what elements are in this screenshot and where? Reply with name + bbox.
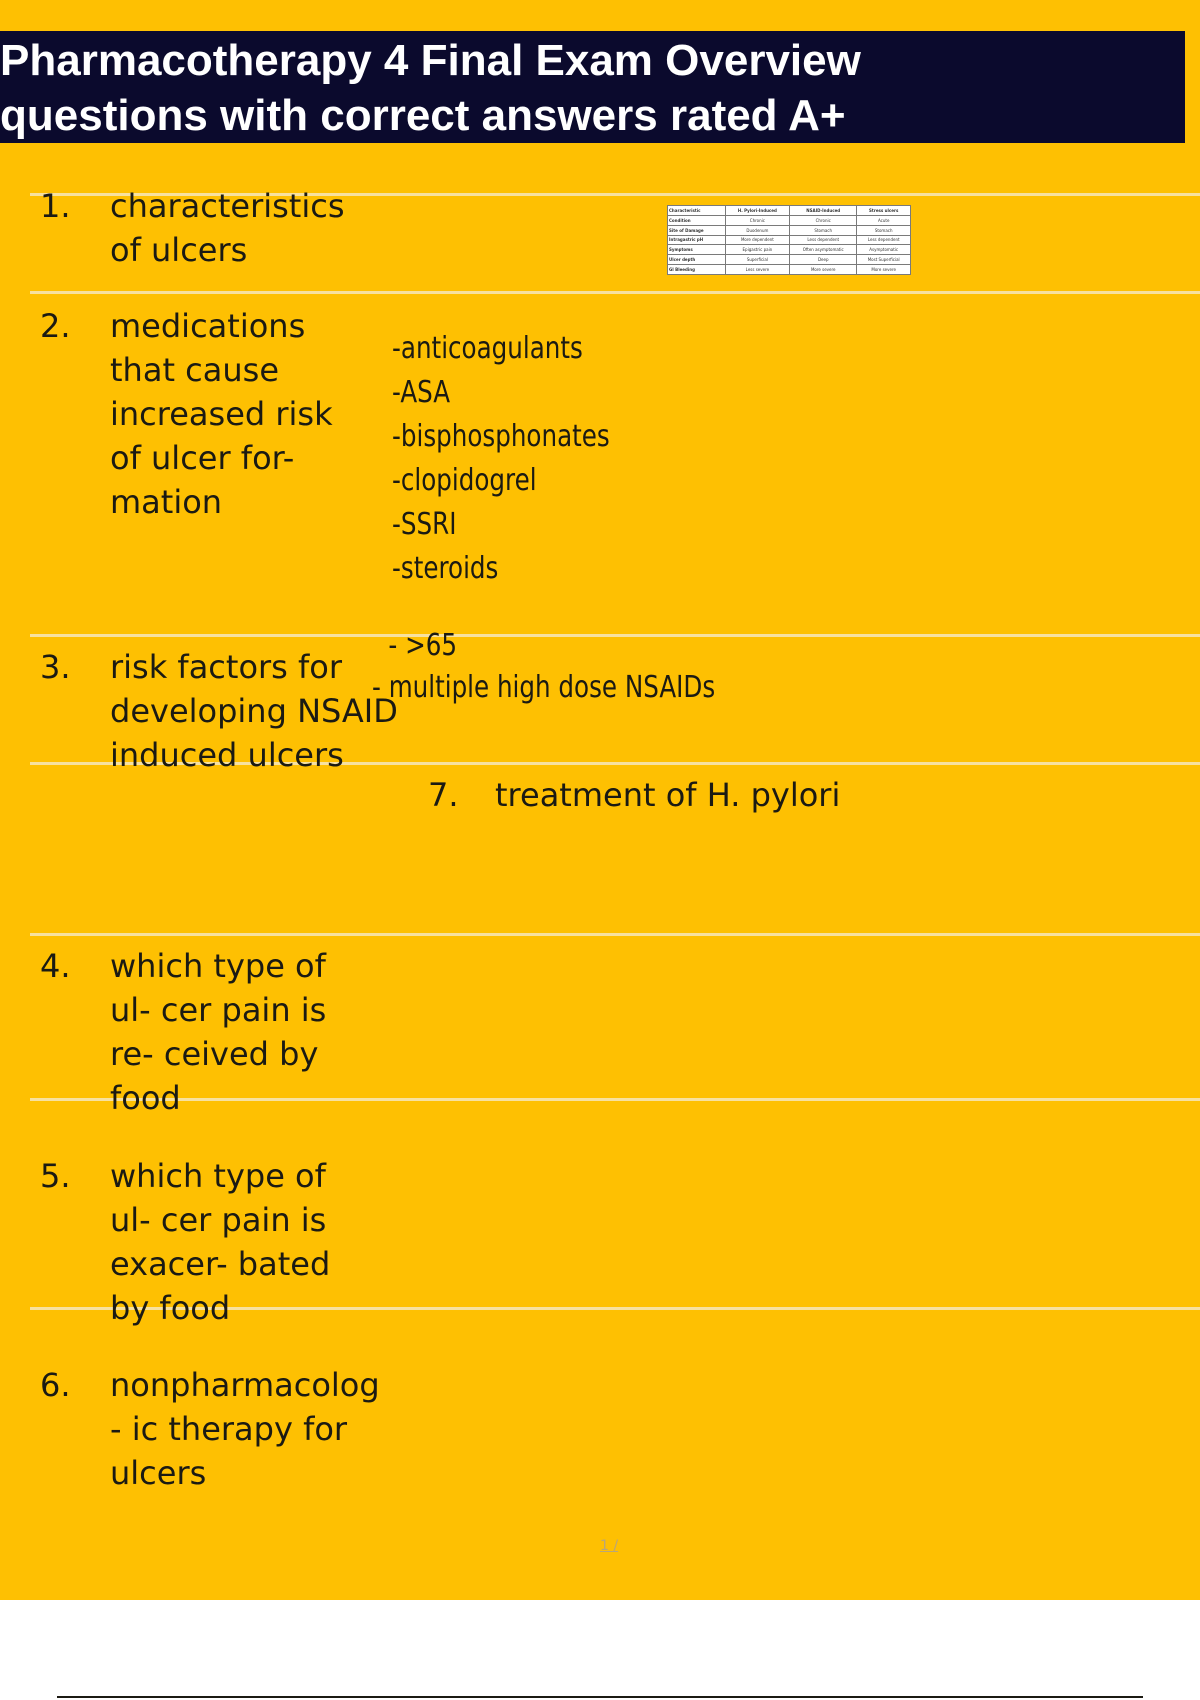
table-header-row: [668, 206, 911, 216]
table-cell: Asymptomatic: [857, 245, 911, 255]
question-line: that cause: [110, 351, 279, 389]
title-line-1: Pharmacotherapy 4 Final Exam Overview: [0, 36, 861, 85]
table-cell: Stress ulcers: [857, 206, 911, 216]
question-line: ul- cer pain is: [110, 991, 327, 1029]
table-cell: Stomach: [790, 225, 857, 235]
table-cell: Epigastric pain: [725, 245, 789, 255]
question-line: medications: [110, 307, 306, 345]
table-cell: More severe: [857, 265, 911, 275]
question-line: developing NSAID: [110, 692, 398, 730]
table-cell: Duodenum: [725, 225, 789, 235]
table-cell: Ulcer depth: [668, 255, 726, 265]
table-row: [668, 215, 911, 225]
question-4-number: 4.: [40, 947, 71, 985]
table-row: [668, 235, 911, 245]
answer-line: - multiple high dose NSAIDs: [372, 670, 716, 705]
answer-line: -anticoagulants: [392, 331, 583, 366]
question-line: which type of: [110, 1157, 326, 1195]
question-7-text: [495, 773, 995, 817]
question-5-number: 5.: [40, 1157, 71, 1195]
question-2-answer: [392, 327, 610, 591]
question-6-number: 6.: [40, 1366, 71, 1404]
question-line: of ulcers: [110, 231, 248, 269]
ulcer-characteristics-table: [667, 205, 911, 275]
question-3-text: [110, 645, 398, 777]
question-2-number: 2.: [40, 307, 71, 345]
table-cell: Characteristic: [668, 206, 726, 216]
question-line: - ic therapy for: [110, 1410, 348, 1448]
table-cell: Most Superficial: [857, 255, 911, 265]
question-6-text: [110, 1363, 390, 1495]
question-7-number: 7.: [428, 776, 459, 814]
table-cell: Deep: [790, 255, 857, 265]
table-cell: Often asymptomatic: [790, 245, 857, 255]
table-cell: H. Pylori-Induced: [725, 206, 789, 216]
question-3-number: 3.: [40, 648, 71, 686]
title-line-2: questions with correct answers rated A+: [0, 91, 846, 140]
table-row: [668, 265, 911, 275]
question-line: characteristics: [110, 187, 345, 225]
question-line: mation: [110, 483, 223, 521]
table-cell: More severe: [790, 265, 857, 275]
question-5-text: [110, 1154, 390, 1330]
question-line: ul- cer pain is: [110, 1201, 327, 1239]
page-number: 1 /: [600, 1538, 619, 1554]
question-line: ulcers: [110, 1454, 207, 1492]
table-cell: Stomach: [857, 225, 911, 235]
answer-line: -bisphosphonates: [392, 419, 610, 454]
document-title: [0, 31, 1185, 143]
question-line: risk factors for: [110, 648, 343, 686]
table-cell: Less dependent: [857, 235, 911, 245]
question-4-text: [110, 944, 390, 1120]
question-line: increased risk: [110, 395, 333, 433]
question-line: by food: [110, 1289, 231, 1327]
table-row: [668, 245, 911, 255]
table-cell: Chronic: [790, 215, 857, 225]
answer-line: -ASA: [392, 375, 451, 410]
question-line: food: [110, 1079, 181, 1117]
question-line: treatment of H. pylori: [495, 776, 841, 814]
table-cell: NSAID-Induced: [790, 206, 857, 216]
table-cell: Condition: [668, 215, 726, 225]
answer-line: - >65: [388, 628, 458, 663]
answer-line: -SSRI: [392, 507, 457, 542]
row-divider: [30, 291, 1200, 294]
question-1-number: 1.: [40, 187, 71, 225]
question-line: induced ulcers: [110, 736, 344, 774]
table-cell: Chronic: [725, 215, 789, 225]
question-line: exacer- bated: [110, 1245, 331, 1283]
question-line: re- ceived by: [110, 1035, 319, 1073]
row-divider: [30, 933, 1200, 936]
table-cell: Intragastric pH: [668, 235, 726, 245]
table-cell: Symptoms: [668, 245, 726, 255]
question-3-answer: [372, 624, 715, 710]
question-1-text: [110, 184, 390, 272]
table-cell: Superficial: [725, 255, 789, 265]
question-line: nonpharmacolog: [110, 1366, 380, 1404]
table-row: [668, 225, 911, 235]
table-cell: Site of Damage: [668, 225, 726, 235]
question-2-text: [110, 304, 390, 524]
answer-line: -clopidogrel: [392, 463, 537, 498]
table-cell: More dependent: [725, 235, 789, 245]
question-line: of ulcer for-: [110, 439, 295, 477]
table-cell: Less dependent: [790, 235, 857, 245]
table-cell: Acute: [857, 215, 911, 225]
table-cell: GI Bleeding: [668, 265, 726, 275]
table-cell: Less severe: [725, 265, 789, 275]
question-line: which type of: [110, 947, 326, 985]
table-row: [668, 255, 911, 265]
answer-line: -steroids: [392, 551, 499, 586]
footer-divider: [57, 1696, 1143, 1698]
